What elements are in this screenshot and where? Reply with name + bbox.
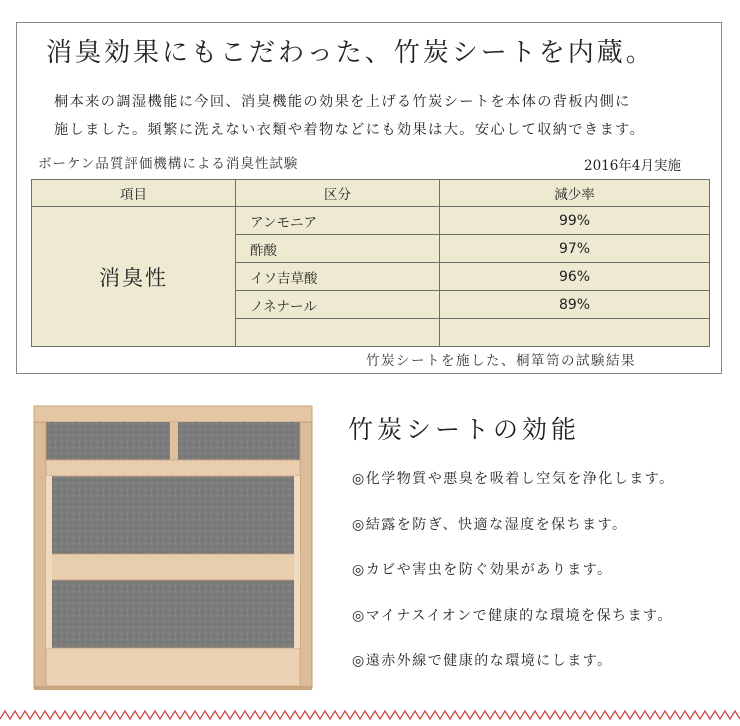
row-name: 酢酸 (236, 235, 440, 263)
row-value: 99% (440, 207, 710, 235)
row-value: 96% (440, 263, 710, 291)
row-value: 97% (440, 235, 710, 263)
category-cell: 消臭性 (32, 207, 236, 347)
list-item: ◎化学物質や悪臭を吸着し空気を浄化します。 (352, 471, 675, 487)
row-value: 89% (440, 291, 710, 319)
header-item: 項目 (32, 180, 236, 207)
list-item: ◎結露を防ぎ、快適な湿度を保ちます。 (352, 516, 628, 533)
list-item: ◎遠赤外線で健康的な環境にします。 (352, 653, 613, 669)
row-name: ノネナール (236, 291, 440, 319)
header-rate: 減少率 (440, 180, 710, 207)
list-item: ◎マイナスイオンで健康的な環境を保ちます。 (352, 607, 674, 624)
row-name: イソ吉草酸 (236, 263, 440, 291)
row-name: アンモニア (236, 207, 440, 235)
header-category: 区分 (236, 180, 440, 207)
row-name-empty (236, 319, 440, 347)
test-footnote: 竹炭シートを施した、桐箪笥の試験結果 (366, 353, 636, 369)
test-caption: ボーケン品質評価機構による消臭性試験 (38, 156, 299, 172)
list-item: ◎カビや害虫を防ぐ効果があります。 (352, 562, 613, 578)
test-date: 2016年4月実施 (584, 158, 681, 174)
effects-title: 竹炭シートの効能 (348, 415, 581, 444)
effects-list (352, 468, 675, 696)
table-row (32, 207, 710, 235)
intro-text (54, 88, 704, 144)
row-value-empty (440, 319, 710, 347)
zigzag-divider (0, 708, 740, 722)
table-header-row (32, 180, 710, 207)
page-title: 消臭効果にもこだわった、竹炭シートを内蔵。 (46, 38, 655, 68)
intro-line-1: 桐本来の調湿機能に今回、消臭機能の効果を上げる竹炭シートを本体の背板内側に (54, 94, 631, 110)
shelf-illustration (30, 404, 316, 692)
intro-line-2: 施しました。頻繁に洗えない衣類や着物などにも効果は大。安心して収納できます。 (54, 122, 646, 138)
deodorization-test-table (31, 179, 710, 347)
